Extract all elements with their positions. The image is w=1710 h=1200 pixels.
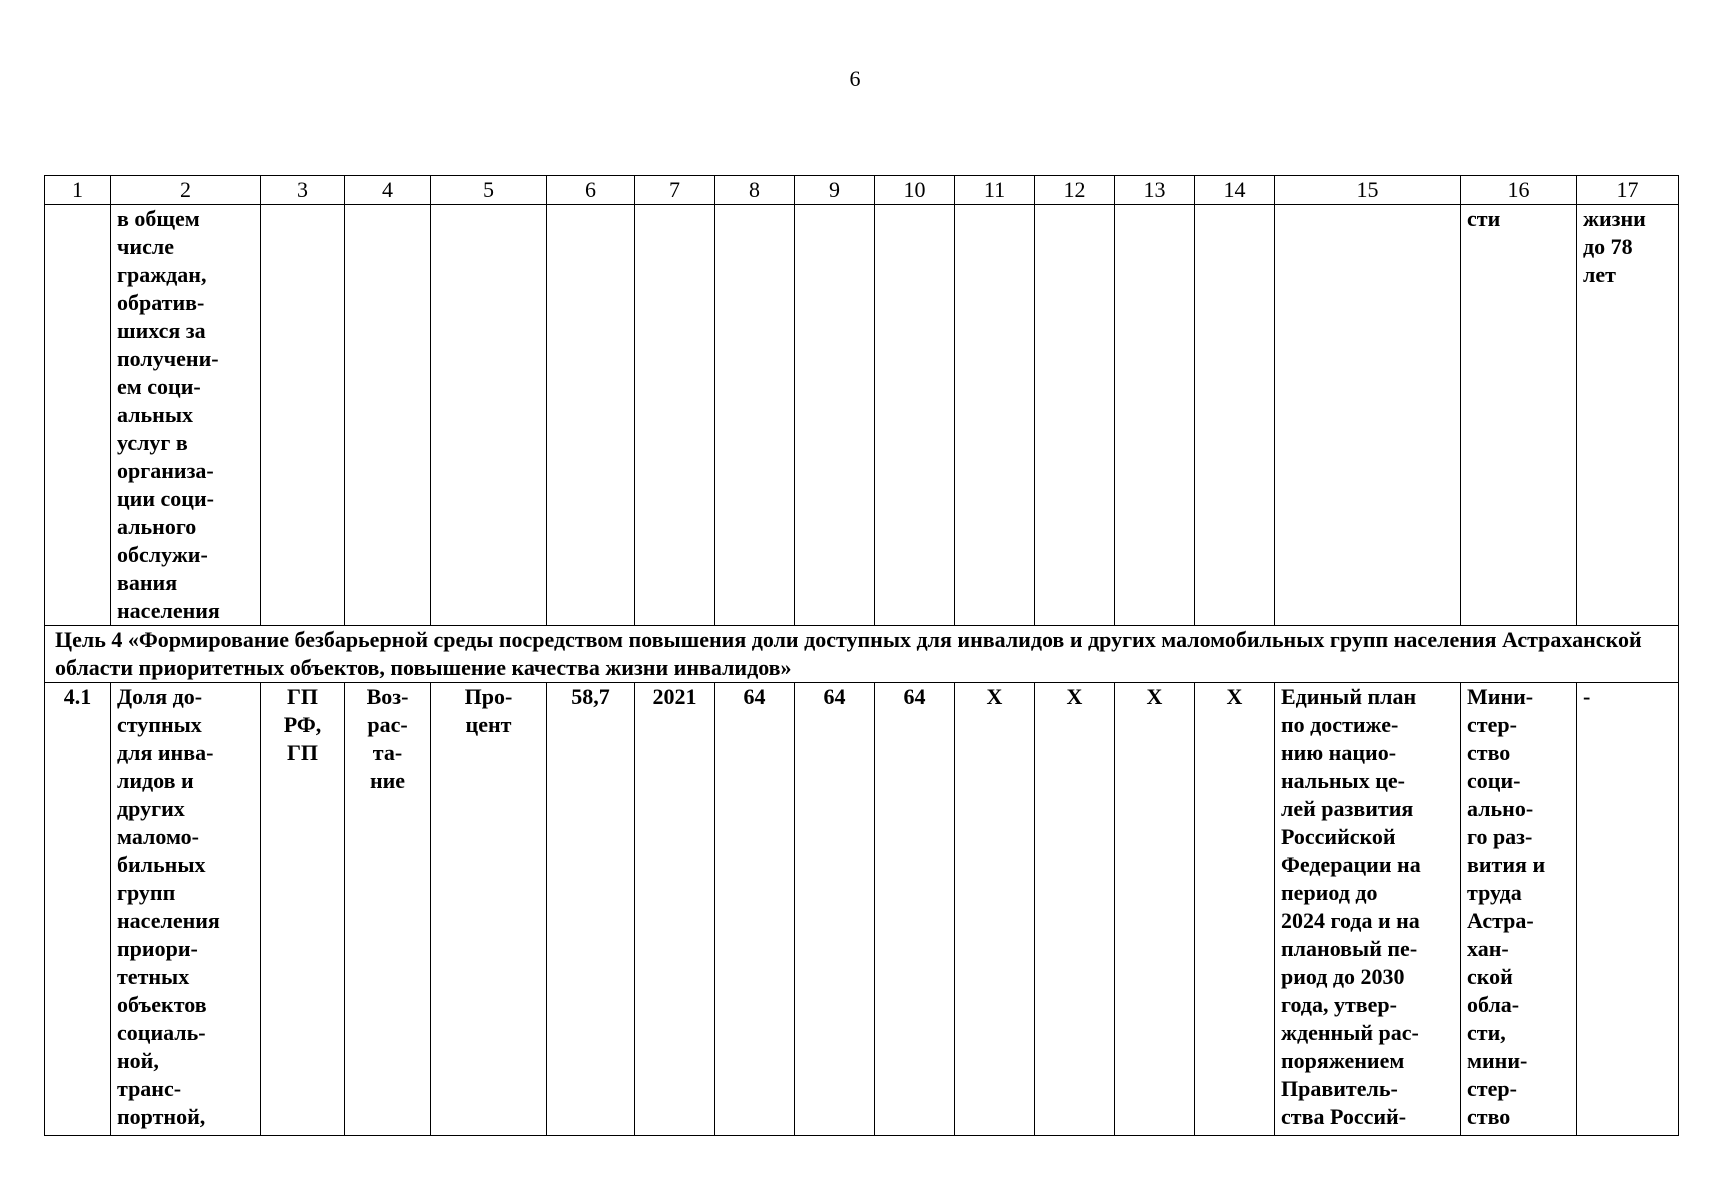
column-number: 16 bbox=[1461, 176, 1577, 205]
cell bbox=[1115, 205, 1195, 626]
column-number: 1 bbox=[45, 176, 111, 205]
indicator-name-cell: Доля до- ступных для инва- лидов и других маломо- бильных групп населения приори- тетных объектов социаль- ной, транс- портной, bbox=[111, 683, 261, 1136]
column-number-row bbox=[45, 176, 1679, 205]
row-number-cell: 4.1 bbox=[45, 683, 111, 1136]
column-number: 11 bbox=[955, 176, 1035, 205]
column-number: 9 bbox=[795, 176, 875, 205]
table-row-4-1 bbox=[45, 683, 1679, 1136]
trend-cell: Воз- рас- та- ние bbox=[345, 683, 431, 1136]
base-value-cell: 58,7 bbox=[547, 683, 635, 1136]
column-number: 8 bbox=[715, 176, 795, 205]
goal-row bbox=[45, 626, 1679, 683]
cell bbox=[875, 205, 955, 626]
column-number: 10 bbox=[875, 176, 955, 205]
column-number: 5 bbox=[431, 176, 547, 205]
cell bbox=[715, 205, 795, 626]
value-cell: Х bbox=[1035, 683, 1115, 1136]
indicator-name-cell: в общем числе граждан, обратив- шихся за получени- ем соци- альных услуг в организа- ции соци- ального обслужи- вания населения bbox=[111, 205, 261, 626]
indicators-table bbox=[44, 175, 1679, 1136]
base-year-cell: 2021 bbox=[635, 683, 715, 1136]
column-number: 2 bbox=[111, 176, 261, 205]
column-number: 12 bbox=[1035, 176, 1115, 205]
cell bbox=[955, 205, 1035, 626]
column-number: 6 bbox=[547, 176, 635, 205]
value-cell: 64 bbox=[715, 683, 795, 1136]
cell bbox=[635, 205, 715, 626]
cell bbox=[1275, 205, 1461, 626]
column-number: 15 bbox=[1275, 176, 1461, 205]
document-cell: Единый план по достиже- нию нацио- нальных це- лей развития Российской Федерации на период до 2024 года и на плановый пе- риод до 2030 года, утвер- жденный рас- поряжением Правитель- ства Россий- bbox=[1275, 683, 1461, 1136]
column-number: 4 bbox=[345, 176, 431, 205]
value-cell: Х bbox=[955, 683, 1035, 1136]
cell bbox=[1035, 205, 1115, 626]
column-number: 3 bbox=[261, 176, 345, 205]
program-cell: ГП РФ, ГП bbox=[261, 683, 345, 1136]
responsible-cell: сти bbox=[1461, 205, 1577, 626]
cell bbox=[795, 205, 875, 626]
unit-cell: Про- цент bbox=[431, 683, 547, 1136]
column-number: 17 bbox=[1577, 176, 1679, 205]
row-number-cell bbox=[45, 205, 111, 626]
column-number: 14 bbox=[1195, 176, 1275, 205]
cell bbox=[345, 205, 431, 626]
note-cell: - bbox=[1577, 683, 1679, 1136]
cell bbox=[431, 205, 547, 626]
page-number: 6 bbox=[849, 66, 861, 91]
value-cell: 64 bbox=[875, 683, 955, 1136]
value-cell: Х bbox=[1195, 683, 1275, 1136]
responsible-cell: Мини- стер- ство соци- ально- го раз- вития и труда Астра- хан- ской обла- сти, мини- стер- ство bbox=[1461, 683, 1577, 1136]
value-cell: Х bbox=[1115, 683, 1195, 1136]
note-cell: жизни до 78 лет bbox=[1577, 205, 1679, 626]
goal-text: Цель 4 «Формирование безбарьерной среды посредством повышения доли доступных для инвалидов и других маломобильных групп населения Астраханской области приоритетных объектов, повышение качества жизни инвалидов» bbox=[45, 626, 1679, 683]
column-number: 13 bbox=[1115, 176, 1195, 205]
value-cell: 64 bbox=[795, 683, 875, 1136]
cell bbox=[1195, 205, 1275, 626]
column-number: 7 bbox=[635, 176, 715, 205]
cell bbox=[547, 205, 635, 626]
table-row-continued bbox=[45, 205, 1679, 626]
cell bbox=[261, 205, 345, 626]
